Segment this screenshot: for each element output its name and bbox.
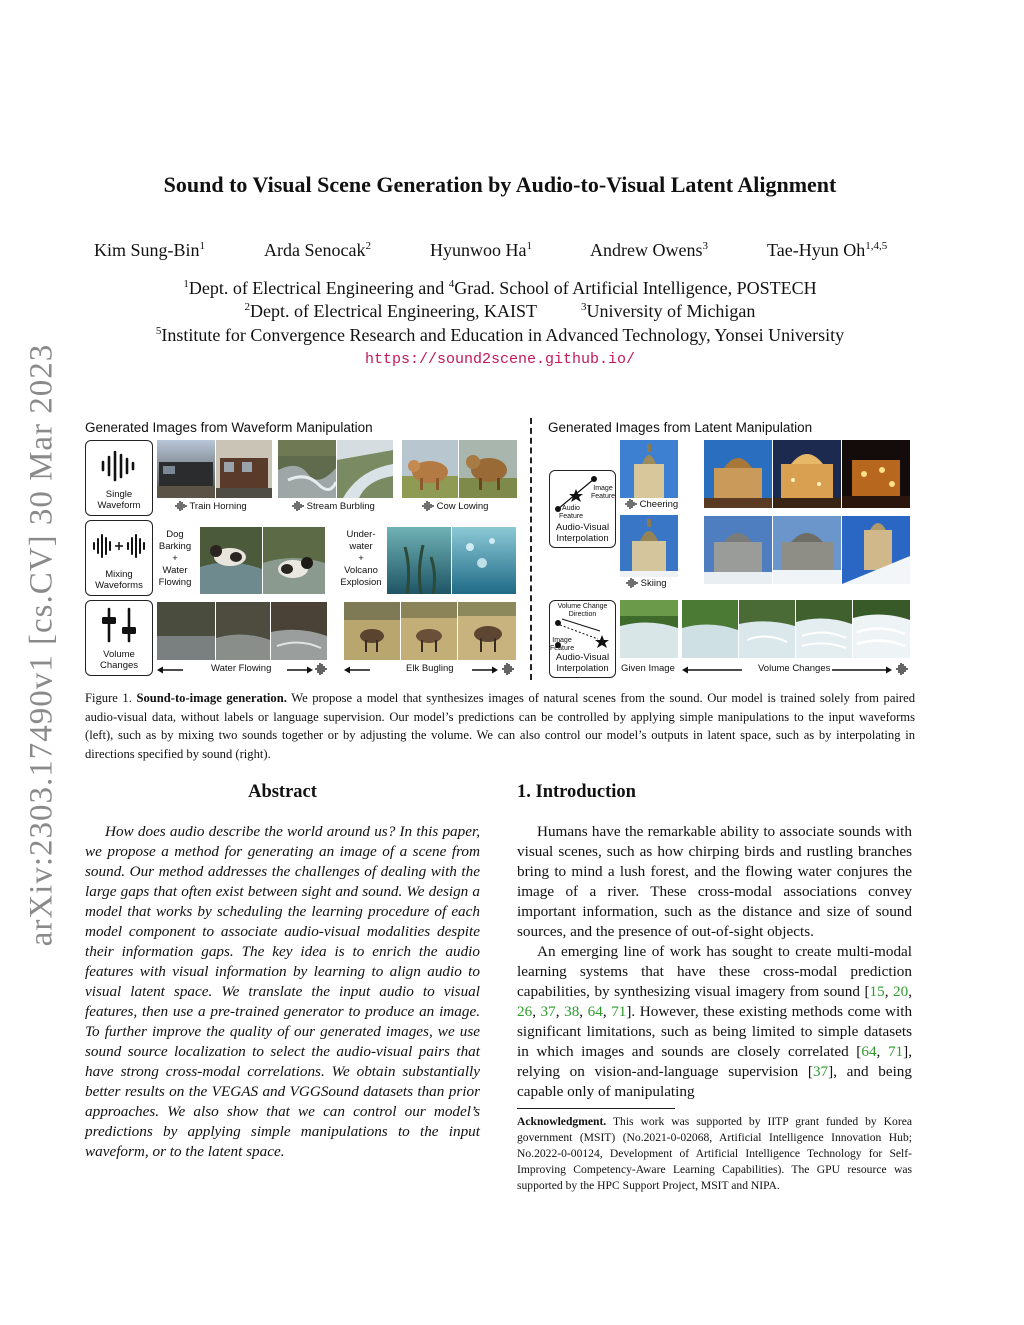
elk-image-2 [401,602,457,660]
volume-result-2 [739,600,795,658]
project-url[interactable]: https://sound2scene.github.io/ [364,351,636,368]
elk-image-1 [344,602,400,660]
mix-label-dog-water: Dog Barking + Water Flowing [158,529,192,588]
citation[interactable]: 71 [887,1043,904,1060]
mixing-waveforms-box [85,520,153,596]
volume-slider-icon [99,607,139,643]
arrow-left-icon [682,665,742,675]
author-1: Kim Sung-Bin$^1$ [94,240,206,260]
waveform-icon [502,663,514,675]
abstract-heading: Abstract [248,782,317,802]
volume-result-3 [796,600,852,658]
caption-cheering: Cheering [625,499,678,510]
single-waveform-label: Single Waveform [97,489,141,511]
figure-divider [530,418,532,680]
arrow-right-icon [285,665,313,675]
water-flow-image-1 [157,602,215,660]
citation[interactable]: 64 [587,1003,603,1020]
skiing-result-3 [842,516,910,584]
cow-image-1 [402,440,458,498]
caption-given-image: Given Image [621,663,675,674]
author-5: Tae-Hyun Oh$^{1,4,5}$ [767,240,888,260]
volume-direction-box: Volume Change Direction Image Feature Audio-Visual Interpolation [549,600,616,678]
author-2: Arda Senocak$^2$ [264,240,371,260]
skiing-result-1 [704,516,772,584]
affiliation-5: $^5$Institute for Convergence Research and Education in Advanced Technology, Yonsei University [155,325,845,345]
cathedral-image-bottom [620,515,678,577]
figure-left-heading: Generated Images from Waveform Manipulation [85,420,373,435]
intro-paragraph-1: Humans have the remarkable ability to associate sounds with visual scenes, such as how chirping birds and rustling branches bring to mind a lush forest, and the flowing water conjures the image of a river. These cross-modal associations convey important information, such as the distance and size of sound sources, and the presence of out-of-sight objects. [517,823,912,940]
underwater-image-2 [452,527,516,594]
given-image [620,600,678,658]
waveform-icon [315,663,327,675]
citation[interactable]: 71 [611,1003,627,1020]
introduction-heading: 1. Introduction [517,782,636,802]
waveform-icon [422,501,434,511]
abstract-text: How does audio describe the world around us? In this paper, we propose a method for generating an image of a scene from sound. Our method addresses the challenges of dealing with the large gaps that often exist between sight and sound. We design a model that works by scheduling the learning procedure of each model component to associate audio-visual modalities despite their information gaps. The key idea is to enrich the audio features with visual information by learning to align audio to visual latent space. We translate the input audio to visual features, then use a pre-trained generator to produce an image. To further improve the quality of our generated images, we use sound source localization to select the audio-visual pairs that have strong cross-modal correlations. We obtain substantially better results on the VEGAS and VGGSound datasets than prior approaches. We also show that we can control our model’s predictions by applying simple manipulations to the input waveform, or to the latent space. [85,823,480,1160]
dog-water-image-1 [200,527,262,594]
affiliation-1: $^1$Dept. of Electrical Engineering and $^4$Grad. School of Artificial Intelligence, POSTECH [183,278,817,298]
figure-caption: Figure 1. Sound-to-image generation. We propose a model that synthesizes images of natural scenes from the sound. Our model is trained solely from paired audio-visual data, without labels or language supervision. Our model’s predictions can be controlled by applying simple manipulations to the input waveforms (left), such as by mixing two sounds together or by adjusting the volume. We can also control our model’s outputs in latent space, such as by interpolating in directions specified by sound (right). [85,691,916,761]
waveform-icon [896,663,908,675]
author-list [80,240,920,264]
waveform-icon [292,501,304,511]
volume-changes-label: Volume Changes [99,649,139,671]
train-image-2 [216,440,272,498]
arxiv-sidebar [16,345,68,945]
single-waveform-box [85,440,153,516]
arrow-left-icon [344,665,372,675]
acknowledgment: Acknowledgment. This work was supported by IITP grant funded by Korea government (MSIT) (No.2021-0-02068, Artificial Intelligence Innovation Hub; No.2022-0-00124, Development of Artificial Intelligence Technology for Self-Improving Competency-Aware Learning Capabilities). The GPU resource was supported by the HPC Support Project, MSIT and NIPA. [517,1115,912,1192]
volume-result-1 [682,600,738,658]
caption-skiing: Skiing [626,578,667,589]
citation[interactable]: 37 [540,1003,556,1020]
volume-result-4 [853,600,910,658]
citation[interactable]: 64 [861,1043,877,1060]
mix-label-underwater-volcano: Under- water + Volcano Explosion [340,529,382,588]
paper-title: Sound to Visual Scene Generation by Audio-to-Visual Latent Alignment [163,172,837,197]
author-4: Andrew Owens$^3$ [590,240,708,260]
cathedral-image-top [620,440,678,498]
dog-water-image-2 [263,527,325,594]
waveform-icon [625,499,637,509]
cheering-result-1 [704,440,772,508]
author-3: Hyunwoo Ha$^1$ [430,240,532,260]
arxiv-id: arXiv:2303.17490v1 [cs.CV] 30 Mar 2023 [23,343,60,947]
citation[interactable]: 15 [869,983,885,1000]
arrow-right-icon [832,665,892,675]
figure-right-heading: Generated Images from Latent Manipulation [548,420,813,435]
stream-image-2 [337,440,393,498]
water-flow-image-2 [216,602,270,660]
cheering-result-3 [842,440,910,508]
caption-train: Train Horning [175,501,247,512]
volume-changes-box [85,600,153,676]
skiing-result-2 [773,516,841,584]
citation[interactable]: 37 [812,1063,829,1080]
citation[interactable]: 26 [517,1003,533,1020]
affiliation-2-3: $^2$Dept. of Electrical Engineering, KAIST $^3$University of Michigan [244,301,756,321]
train-image-1 [157,440,215,498]
waveform-icon [99,449,139,483]
waveform-icon [626,578,638,588]
mixing-waveforms-label: Mixing Waveforms [95,569,143,591]
waveform-icon [175,501,187,511]
cow-image-2 [459,440,517,498]
citation[interactable]: 38 [564,1003,580,1020]
double-waveform-icon [91,533,147,559]
footnote-rule [517,1108,675,1109]
intro-paragraph-2: An emerging line of work has sought to create multi-modal learning systems that have these cross-modal prediction capabilities, by synthesizing visual imagery from sound [15, 20, 26, 37, 38, 64, 71]. However, these existing methods come with significant limitations, such as being limited to simple datasets in which images and sounds are closely correlated [64, 71], relying on vision-and-language supervision [37], and being capable only of manipulating [517,943,913,1100]
arrow-left-icon [157,665,185,675]
elk-image-3 [458,602,516,660]
audio-visual-interpolation-box: Image Feature Audio Feature Audio-Visual Interpolation [549,470,616,548]
cheering-result-2 [773,440,841,508]
underwater-image-1 [387,527,451,594]
caption-stream: Stream Burbling [292,501,375,512]
arrow-right-icon [470,665,498,675]
citation[interactable]: 20 [893,983,909,1000]
water-flow-image-3 [271,602,327,660]
caption-cow: Cow Lowing [422,501,488,512]
stream-image-1 [278,440,336,498]
